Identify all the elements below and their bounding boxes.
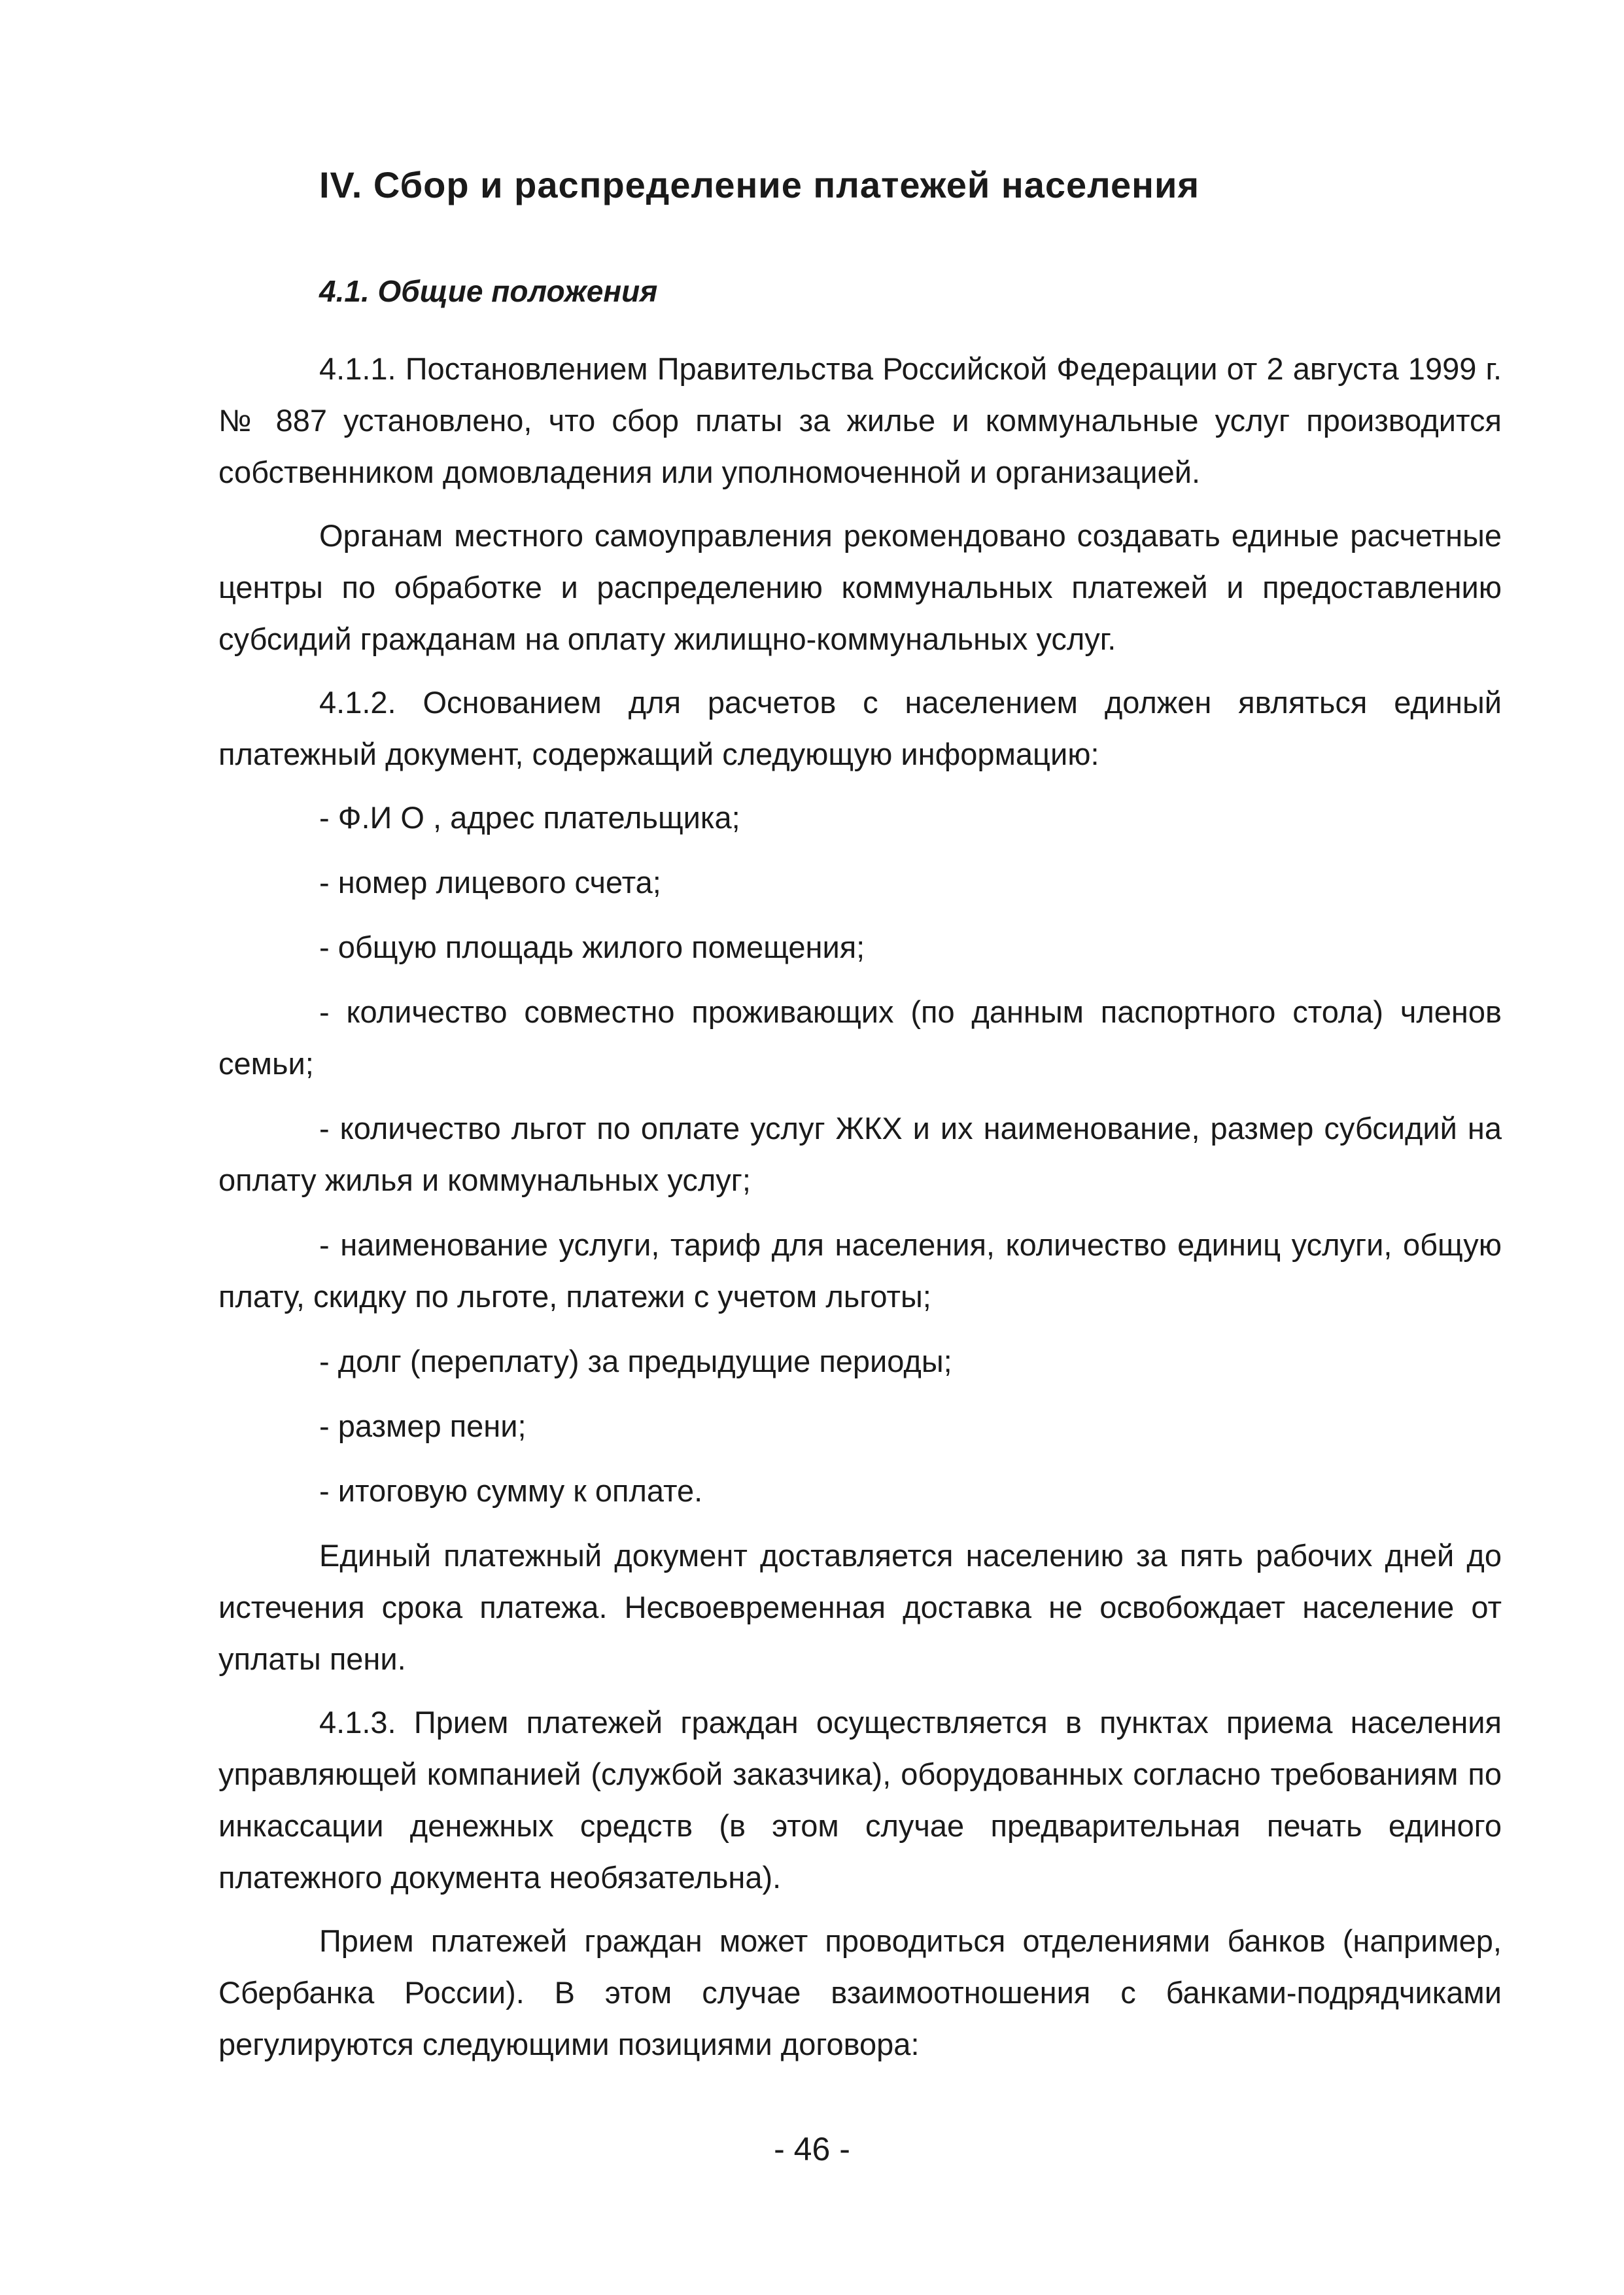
paragraph-delivery: Единый платежный документ доставляется населению за пять рабочих дней до истечения срока платежа. Несвоевременная доставка не освобождает население от уплаты пени. <box>218 1538 1502 1676</box>
section-heading: IV. Сбор и распределение платежей населения <box>319 164 1200 205</box>
list-item: - размер пени; <box>319 1409 527 1443</box>
list-item: - Ф.И О , адрес плательщика; <box>319 800 740 835</box>
list-item: - общую площадь жилого помещения; <box>319 930 865 964</box>
list-item: - количество льгот по оплате услуг ЖКХ и их наименование, размер субсидий на оплату жилья и коммунальных услуг; <box>218 1111 1502 1197</box>
subsection-heading: 4.1. Общие положения <box>319 274 658 308</box>
list-item: - наименование услуги, тариф для населения, количество единиц услуги, общую плату, скидку по льготе, платежи с учетом льготы; <box>218 1227 1502 1314</box>
page-number: - 46 - <box>774 2131 850 2167</box>
paragraph-banks: Прием платежей граждан может проводиться отделениями банков (например, Сбербанка России). В этом случае взаимоотношения с банками-подрядчиками регулируются следующими позициями договора: <box>218 1923 1502 2061</box>
paragraph-4-1-2: 4.1.2. Основанием для расчетов с населением должен являться единый платежный документ, содержащий следующую информацию: <box>218 685 1502 771</box>
list-item: - номер лицевого счета; <box>319 865 661 900</box>
paragraph-4-1-1: 4.1.1. Постановлением Правительства Российской Федерации от 2 августа 1999 г. № 887 установлено, что сбор платы за жилье и коммунальные услуг производится собственником домовладения или уполномоченной и организацией. <box>218 351 1502 489</box>
paragraph-local-government: Органам местного самоуправления рекомендовано создавать единые расчетные центры по обработке и распределению коммунальных платежей и предоставлению субсидий гражданам на оплату жилищно-коммунальных услуг. <box>218 518 1502 656</box>
list-item: - количество совместно проживающих (по данным паспортного стола) членов семьи; <box>218 994 1502 1081</box>
body-text <box>218 343 1502 2082</box>
paragraph-4-1-3: 4.1.3. Прием платежей граждан осуществляется в пунктах приема населения управляющей компанией (службой заказчика), оборудованных согласно требованиям по инкассации денежных средств (в этом случае предварительная печать единого платежного документа необязательна). <box>218 1705 1502 1895</box>
list-item: - долг (переплату) за предыдущие периоды; <box>319 1344 952 1378</box>
list-item: - итоговую сумму к оплате. <box>319 1473 703 1508</box>
